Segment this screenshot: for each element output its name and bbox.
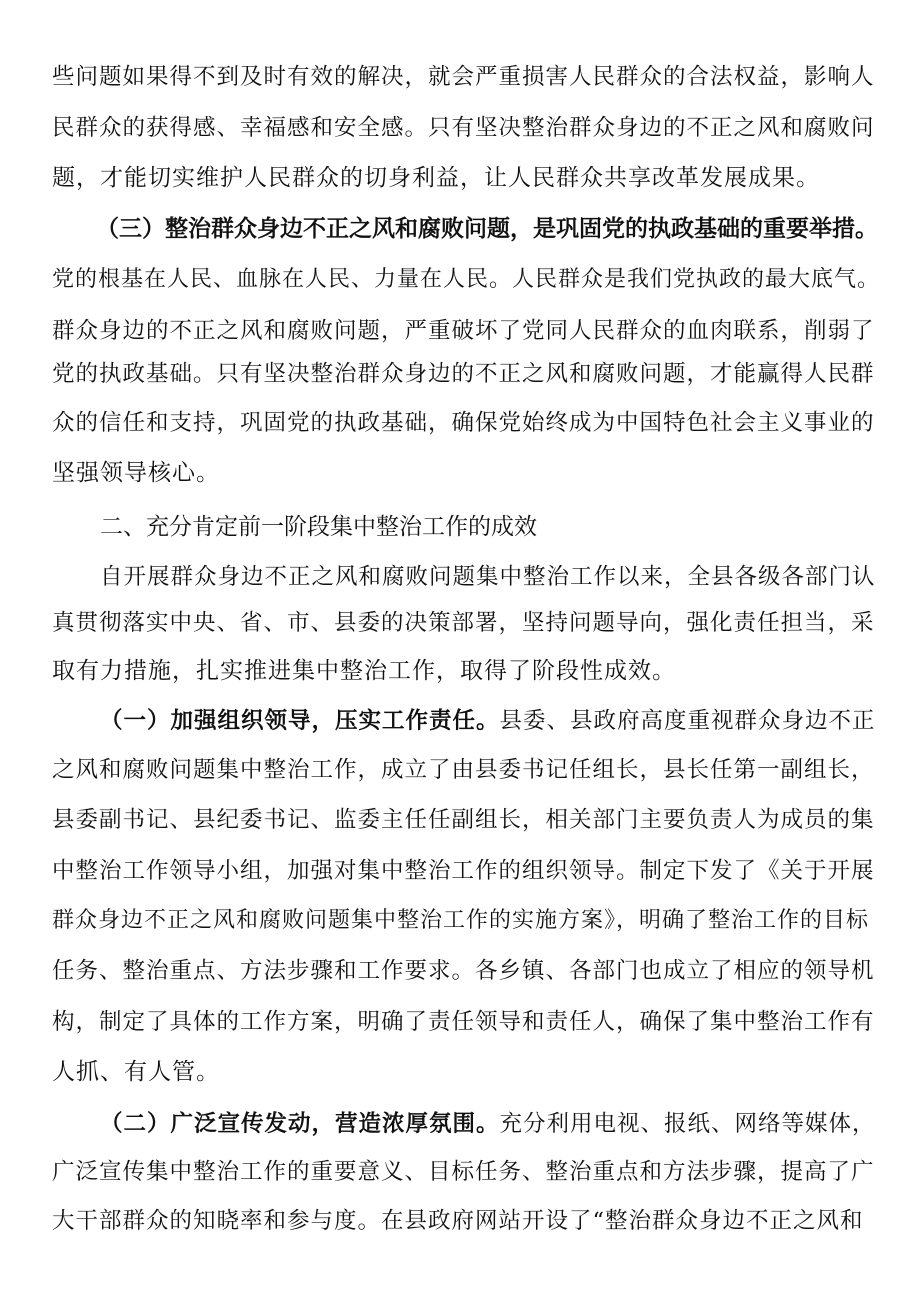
body-text-run: 县委、县政府高度重视群众身边不正 xyxy=(499,708,876,734)
body-text-line: 取有力措施，扎实推进集中整治工作，取得了阶段性成效。 xyxy=(52,658,676,684)
body-text-line: 坚强领导核心。 xyxy=(52,460,220,486)
body-text-line: 众的信任和支持，巩固党的执政基础，确保党始终成为中国特色社会主义事业的 xyxy=(52,410,875,436)
body-text-run: 充分利用电视、报纸、网络等媒体， xyxy=(499,1111,876,1137)
subheading-3: （三）整治群众身边不正之风和腐败问题，是巩固党的执政基础的重要举措。 xyxy=(96,216,878,242)
body-text-line: 构，制定了具体的工作方案，明确了责任领导和责任人，确保了集中整治工作有 xyxy=(52,1009,875,1035)
section-title: 二、充分肯定前一阶段集中整治工作的成效 xyxy=(100,514,537,540)
paragraph-first-line xyxy=(100,1104,876,1144)
body-text-line: 之风和腐败问题集中整治工作，成立了由县委书记任组长，县长任第一副组长， xyxy=(52,757,875,783)
body-text-line: 群众身边不正之风和腐败问题集中整治工作的实施方案》，明确了整治工作的目标 xyxy=(52,908,870,933)
body-text-line: 真贯彻落实中央、省、市、县委的决策部署，坚持问题导向，强化责任担当，采 xyxy=(52,610,875,636)
paragraph-first-line xyxy=(100,701,876,741)
body-text-line: 广泛宣传集中整治工作的重要意义、目标任务、整治重点和方法步骤，提高了广 xyxy=(52,1159,875,1185)
body-text-line: 群众身边的不正之风和腐败问题，严重破坏了党同人民群众的血肉联系，削弱了 xyxy=(52,318,875,344)
body-text-line: 人抓、有人管。 xyxy=(52,1059,220,1085)
body-text-line: 自开展群众身边不正之风和腐败问题集中整治工作以来，全县各级各部门认 xyxy=(100,564,876,590)
body-text-line: 党的执政基础。只有坚决整治群众身边的不正之风和腐败问题，才能赢得人民群 xyxy=(52,361,875,387)
body-text-line: 些问题如果得不到及时有效的解决，就会严重损害人民群众的合法权益，影响人 xyxy=(52,64,875,90)
body-text-line: 大干部群众的知晓率和参与度。在县政府网站开设了“整治群众身边不正之风和 xyxy=(52,1208,864,1234)
body-text-line: 题，才能切实维护人民群众的切身利益，让人民群众共享改革发展成果。 xyxy=(52,165,820,191)
body-text-line: 县委副书记、县纪委书记、监委主任任副组长，相关部门主要负责人为成员的集 xyxy=(52,807,875,833)
body-text-line: 民群众的获得感、幸福感和安全感。只有坚决整治群众身边的不正之风和腐败问 xyxy=(52,115,875,141)
subheading-2: （二）广泛宣传发动，营造浓厚氛围。 xyxy=(100,1111,500,1137)
subheading-1: （一）加强组织领导，压实工作责任。 xyxy=(100,708,500,734)
body-text-line: 党的根基在人民、血脉在人民、力量在人民。人民群众是我们党执政的最大底气。 xyxy=(52,267,881,292)
body-text-line: 中整治工作领导小组，加强对集中整治工作的组织领导。制定下发了《关于开展 xyxy=(52,858,875,884)
body-text-line: 任务、整治重点、方法步骤和工作要求。各乡镇、各部门也成立了相应的领导机 xyxy=(52,958,875,984)
